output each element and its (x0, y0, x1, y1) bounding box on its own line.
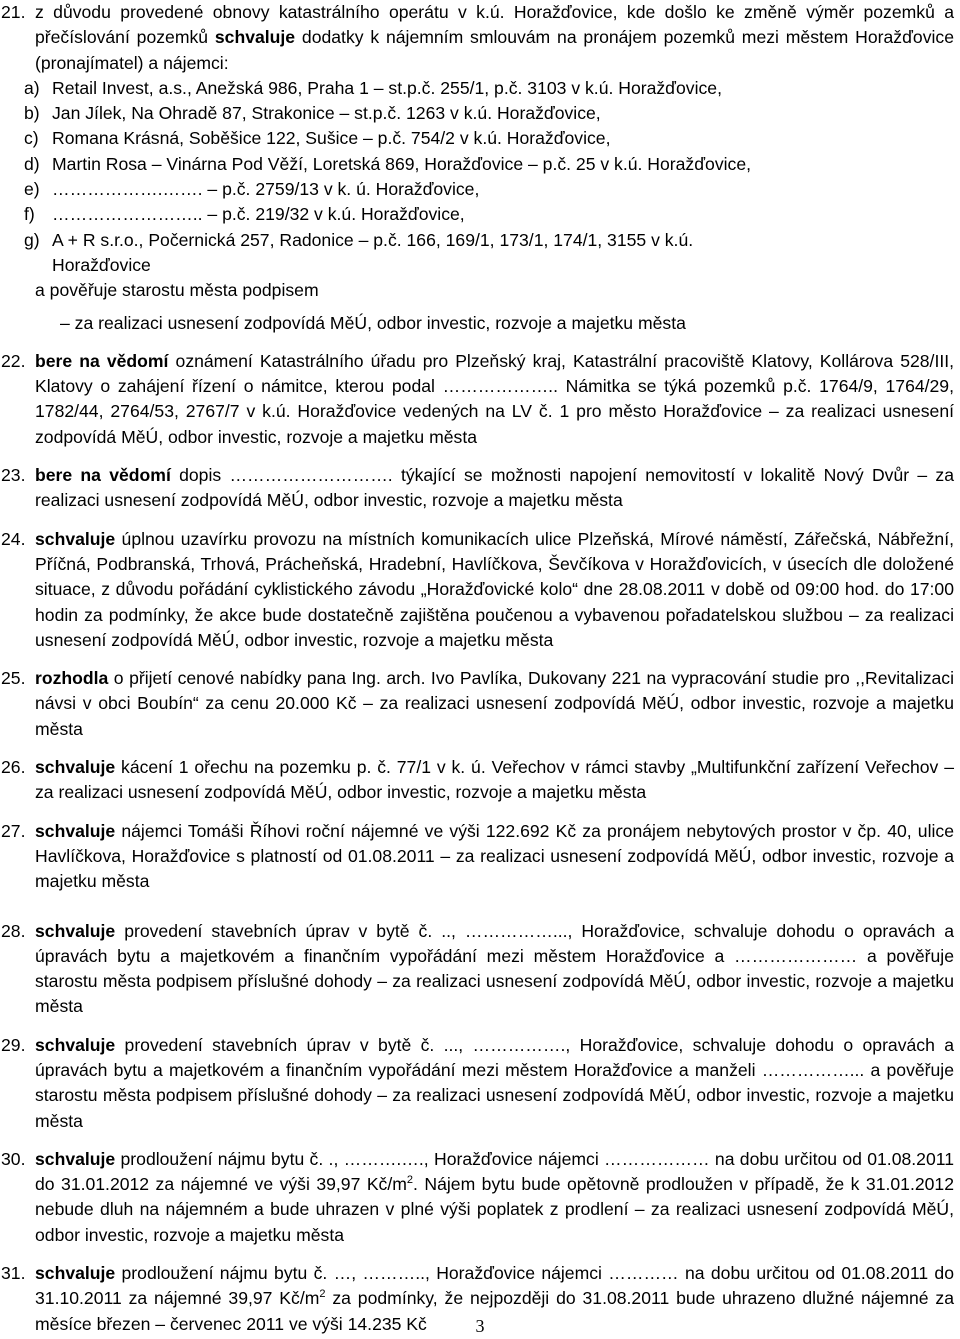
spacer (0, 895, 960, 919)
sub-text: Retail Invest, a.s., Anežská 986, Praha 1 – st.p.č. 255/1, p.č. 3103 v k.ú. Horažďovice, (52, 77, 722, 98)
item-text: úplnou uzavírku provozu na místních komunikacích ulice Plzeňská, Mírové náměstí, Zářečská, Nábřežní, Příčná, Podbranská, Trhová, Prácheňská, Hradební, Havlíčkova, Ševčíkova v Horažďovicích, v úsecích dle doložené situace, z důvodu pořádání cyklistického závodu „Horažďovické kolo“ dne 28.08.2011 v době od 09:00 hod. do 17:00 hodin za podmínky, že akce bude dostatečně zajištěna poučenou a vybavenou pořadatelskou službou – za realizaci usnesení zodpovídá MěÚ, odbor investic, rozvoje a majetku města (35, 528, 954, 650)
item-verb: schvaluje (35, 920, 116, 941)
item-text: provedení stavebních úprav v bytě č. .., ……………..., Horažďovice, schvaluje dohodu o opravách a úpravách bytu a majetkovém a finančním vypořádání mezi městem Horažďovice a ………………… a pověřuje starostu města podpisem příslušné dohody – za realizaci usnesení zodpovídá MěÚ, odbor investic, rozvoje a majetku města (35, 920, 954, 1017)
page-number: 3 (475, 1316, 485, 1336)
tenant-e (24, 177, 960, 202)
item-text: z důvodu provedené obnovy katastrálního operátu v k.ú. Horažďovice, kde došlo ke změně výměr pozemků a přečíslování pozemků (35, 2, 954, 48)
spacer (0, 514, 960, 527)
resolution-27 (0, 819, 960, 895)
superscript: 2 (406, 1174, 414, 1187)
item-verb: bere na vědomí (35, 350, 169, 371)
item-number: 22. (1, 350, 26, 371)
item-number: 28. (1, 920, 26, 941)
item-number: 21. (1, 2, 26, 22)
spacer (0, 450, 960, 463)
tenant-g-continuation: Horažďovice (52, 254, 151, 275)
responsibility-note: – za realizaci usnesení zodpovídá MěÚ, odbor investic, rozvoje a majetku města (60, 312, 686, 333)
item-number: 30. (1, 1148, 26, 1169)
item-number: 24. (1, 528, 26, 549)
resolution-25 (0, 666, 960, 742)
item-text: prodloužení nájmu bytu č. …, ……….., Horažďovice nájemci ………… na dobu určitou od 01.08.2011 do 31.10.2011 za nájemné 39,97 Kč/m (35, 1263, 954, 1309)
sub-text: ……………….……. – p.č. 2759/13 v k. ú. Horažďovice, (52, 179, 480, 200)
item-text: prodloužení nájmu bytu č. ., ……….…., Horažďovice nájemci ……………… na dobu určitou od 01.08.2011 do 31.01.2012 za nájemné ve výši 39,97 Kč/m (35, 1148, 954, 1195)
item-text: provedení stavebních úprav v bytě č. ..., ……………., Horažďovice, schvaluje dohodu o opravách a úpravách bytu a majetkovém a finančním vypořádání mezi městem Horažďovice a manželi ……………... a pověřuje starostu města podpisem příslušné dohody – za realizaci usnesení zodpovídá MěÚ, odbor investic, rozvoje a majetku města (35, 1034, 954, 1131)
tenant-c (24, 126, 960, 151)
spacer (0, 1248, 960, 1261)
sub-text: Romana Krásná, Soběšice 122, Sušice – p.č. 754/2 v k.ú. Horažďovice, (52, 128, 611, 149)
sub-letter: b) (24, 103, 40, 124)
sub-letter: a) (24, 77, 40, 98)
item-verb: rozhodla (35, 668, 109, 689)
closing-text: a pověřuje starostu města podpisem (35, 280, 319, 301)
resolution-22 (0, 349, 960, 450)
sub-text: Jan Jílek, Na Ohradě 87, Strakonice – st.p.č. 1263 v k.ú. Horažďovice, (52, 103, 601, 124)
sub-letter: g) (24, 229, 40, 250)
item-verb: schvaluje (35, 757, 116, 778)
item-verb: schvaluje (35, 528, 116, 549)
item-number: 29. (1, 1034, 26, 1055)
resolution-23 (0, 463, 960, 514)
spacer (0, 1020, 960, 1033)
sub-text: Martin Rosa – Vinárna Pod Věží, Loretská 869, Horažďovice – p.č. 25 v k.ú. Horažďovice, (52, 153, 752, 174)
spacer (0, 336, 960, 349)
item-verb: bere na vědomí (35, 465, 171, 486)
tenant-g (24, 228, 960, 253)
item-number: 27. (1, 820, 26, 841)
tenant-a (24, 76, 960, 101)
item-verb: schvaluje (35, 1148, 116, 1169)
item-verb: schvaluje (35, 1034, 116, 1055)
resolution-28 (0, 919, 960, 1020)
item-text: dodatky k nájemním smlouvám na pronájem pozemků mezi městem Horažďovice (pronajímatel) a nájemci: (35, 27, 954, 73)
item-text: . Nájem bytu bude opětovně prodloužen v případě, že k 31.01.2012 nebude dluh na nájemném a bude uhrazen v plné výši poplatek z prodlení – za realizaci usnesení zodpovídá MěÚ, odbor investic, rozvoje a majetku města (35, 1174, 954, 1245)
item-text: kácení 1 ořechu na pozemku p. č. 77/1 v k. ú. Veřechov v rámci stavby „Multifunkční zařízení Veřechov – za realizaci usnesení zodpovídá MěÚ, odbor investic, rozvoje a majetku města (35, 757, 954, 803)
resolution-30 (0, 1147, 960, 1248)
item-text: za podmínky, že nejpozději do 31.08.2011 bude uhrazeno dlužné nájemné za měsíce březen – červenec 2011 ve výši 14.235 Kč (35, 1288, 954, 1334)
sub-text: …………………….. – p.č. 219/32 v k.ú. Horažďovice, (52, 204, 465, 225)
tenant-d (24, 152, 960, 177)
tenant-f (24, 202, 960, 227)
superscript: 2 (319, 1288, 326, 1301)
sub-letter: f) (24, 204, 35, 225)
item-number: 25. (1, 668, 26, 689)
resolution-26 (0, 755, 960, 806)
sub-letter: d) (24, 153, 40, 174)
sub-letter: e) (24, 179, 40, 200)
resolution-29 (0, 1033, 960, 1134)
sub-letter: c) (24, 128, 39, 149)
item-text: nájemci Tomáši Říhovi roční nájemné ve výši 122.692 Kč za pronájem nebytových prostor v čp. 40, ulice Havlíčkova, Horažďovice s platností od 01.08.2011 – za realizaci usnesení zodpovídá MěÚ, odbor investic, rozvoje a majetku města (35, 820, 954, 892)
item-text: o přijetí cenové nabídky pana Ing. arch. Ivo Pavlíka, Dukovany 221 na vypracování studie pro ,,Revitalizaci návsi v obci Boubín“ za cenu 20.000 Kč – za realizaci usnesení zodpovídá MěÚ, odbor investic, rozvoje a majetku města (35, 668, 954, 739)
item-text: dopis ………………………. týkající se možnosti napojení nemovitostí v lokalitě Nový Dvůr – za realizaci usnesení zodpovídá MěÚ, odbor investic, rozvoje a majetku města (35, 465, 954, 511)
spacer (0, 806, 960, 819)
spacer (0, 1134, 960, 1147)
spacer (0, 742, 960, 755)
item-verb: schvaluje (214, 27, 296, 48)
item-number: 26. (1, 757, 26, 778)
item-verb: schvaluje (35, 1263, 116, 1284)
resolution-24 (0, 527, 960, 653)
item-number: 23. (1, 465, 26, 486)
item-verb: schvaluje (35, 820, 116, 841)
spacer (0, 653, 960, 666)
tenant-b (24, 101, 960, 126)
item-text: oznámení Katastrálního úřadu pro Plzeňský kraj, Katastrální pracoviště Klatovy, Kollárova 528/III, Klatovy o zahájení řízení o námitce, kterou podal ……………….. Námitka se týká pozemků p.č. 1764/9, 1764/29, 1782/44, 2764/53, 2767/7 v k.ú. Horažďovice vedených na LV č. 1 pro město Horažďovice – za realizaci usnesení zodpovídá MěÚ, odbor investic, rozvoje a majetku města (35, 350, 954, 447)
resolution-21 (0, 0, 960, 76)
sub-text: A + R s.r.o., Počernická 257, Radonice – p.č. 166, 169/1, 173/1, 174/1, 3155 v k.ú. (52, 229, 694, 250)
item-number: 31. (1, 1263, 26, 1284)
